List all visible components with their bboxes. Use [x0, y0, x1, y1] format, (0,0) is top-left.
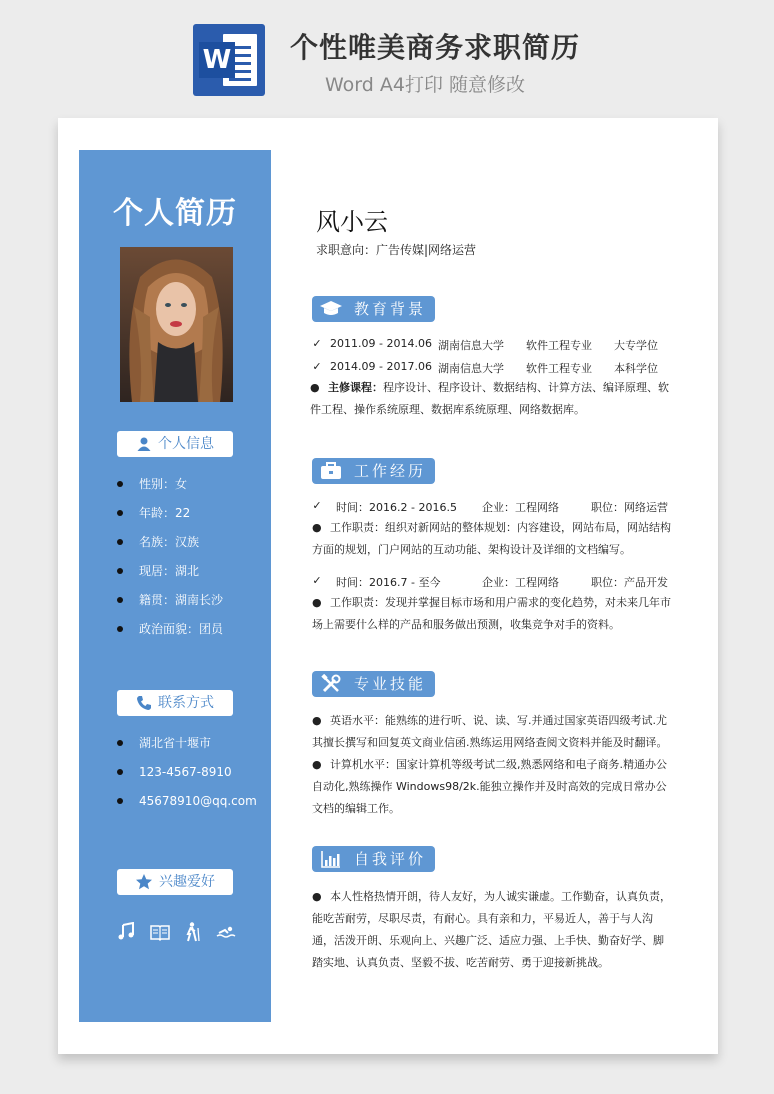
- list-item: 名族：汉族: [117, 534, 223, 563]
- hiking-icon: [183, 922, 201, 942]
- list-item: 湖北省十堰市: [117, 735, 257, 764]
- person-icon: [136, 436, 152, 452]
- education-row: ✓ 2011.09 - 2014.06 湖南信息大学 软件工程专业 大专学位: [312, 337, 658, 352]
- resume-page: [58, 118, 718, 1054]
- self-evaluation-paragraph: ● 本人性格热情开朗，待人友好，为人诚实谦虚。工作勤奋，认真负责，能吃苦耐劳，尽职尽责，有耐心。具有亲和力，平易近人，善于与人沟通，活泼开朗、乐观向上、兴趣广泛、适应力强、上手快、勤奋好学、脚踏实地、认真负责、坚毅不拔、吃苦耐劳、勇于迎接新挑战。: [312, 890, 671, 969]
- list-item: 籍贯：湖南长沙: [117, 592, 223, 621]
- list-item: 123-4567-8910: [117, 764, 257, 793]
- work-heading-tag: [312, 458, 435, 484]
- list-item: 年龄：22: [117, 505, 223, 534]
- hobby-heading: 兴趣爱好: [159, 874, 215, 890]
- education-heading: 教育背景: [354, 300, 427, 318]
- education-row: ✓ 2014.09 - 2017.06 湖南信息大学 软件工程专业 本科学位: [312, 360, 658, 375]
- list-item: 政治面貌：团员: [117, 621, 223, 650]
- star-icon: [135, 873, 153, 891]
- work-row: ✓ 时间：2016.7 - 至今 企业：工程网络 职位：产品开发: [312, 574, 668, 589]
- phone-icon: [136, 695, 152, 711]
- word-logo-letter: W: [199, 42, 235, 78]
- briefcase-icon: [320, 462, 342, 480]
- hobby-icons: [117, 922, 234, 942]
- self-heading-tag: [312, 846, 435, 872]
- personal-info-heading: 个人信息: [158, 436, 214, 452]
- swimming-icon: [216, 922, 234, 942]
- courses-paragraph: ● 主修课程：程序设计、程序设计、数据结构、计算方法、编译原理、软件工程、操作系统原理、数据库系统原理、网络数据库。: [310, 381, 669, 416]
- book-icon: [150, 922, 168, 942]
- main-content: [290, 118, 710, 1054]
- banner: [0, 0, 774, 112]
- skill-paragraph: ● 英语水平：能熟练的进行听、说、读、写.并通过国家英语四级考试.尤其擅长撰写和回复英文商业信函.熟练运用网络查阅文资料并能及时翻译。: [312, 714, 668, 749]
- tools-icon: [321, 674, 341, 694]
- personal-info-list: [117, 476, 223, 650]
- work-duty-paragraph: ● 工作职责：组织对新网站的整体规划：内容建设，网站布局，网站结构方面的规划，门户网站的互动功能、架构设计及详细的文档编写。: [312, 521, 671, 556]
- work-heading: 工作经历: [354, 462, 427, 480]
- work-duty-paragraph: ● 工作职责：发现并掌握目标市场和用户需求的变化趋势，对未来几年市场上需要什么样的产品和服务做出预测，收集竞争对手的资料。: [312, 596, 671, 631]
- music-icon: [117, 922, 135, 942]
- contact-list: [117, 735, 257, 822]
- banner-title: 个性唯美商务求职简历: [290, 31, 581, 64]
- list-item: 45678910@qq.com: [117, 793, 257, 822]
- job-intent: 求职意向：广告传媒|网络运营: [316, 243, 477, 257]
- bar-chart-icon: [321, 850, 341, 868]
- graduation-cap-icon: [319, 300, 343, 318]
- candidate-name: 风小云: [316, 208, 388, 236]
- education-heading-tag: [312, 296, 435, 322]
- skill-paragraph: ● 计算机水平：国家计算机等级考试二级,熟悉网络和电子商务.精通办公自动化,熟练操作 Windows98/2k.能独立操作并及时高效的完成日常办公文档的编辑工作。: [312, 758, 667, 815]
- work-row: ✓ 时间：2016.2 - 2016.5 企业：工程网络 职位：网络运营: [312, 499, 668, 514]
- contact-heading: 联系方式: [158, 695, 214, 711]
- profile-photo: [120, 247, 233, 402]
- sidebar: [79, 150, 271, 1022]
- personal-info-badge: [117, 431, 233, 457]
- word-logo-icon: [193, 24, 265, 96]
- skills-heading-tag: [312, 671, 435, 697]
- resume-title: 个人简历: [113, 196, 237, 231]
- self-heading: 自我评价: [354, 850, 427, 868]
- hobby-badge: [117, 869, 233, 895]
- skills-heading: 专业技能: [354, 675, 427, 693]
- contact-badge: [117, 690, 233, 716]
- banner-subtitle: Word A4打印 随意修改: [325, 74, 526, 96]
- list-item: 现居：湖北: [117, 563, 223, 592]
- list-item: 性别：女: [117, 476, 223, 505]
